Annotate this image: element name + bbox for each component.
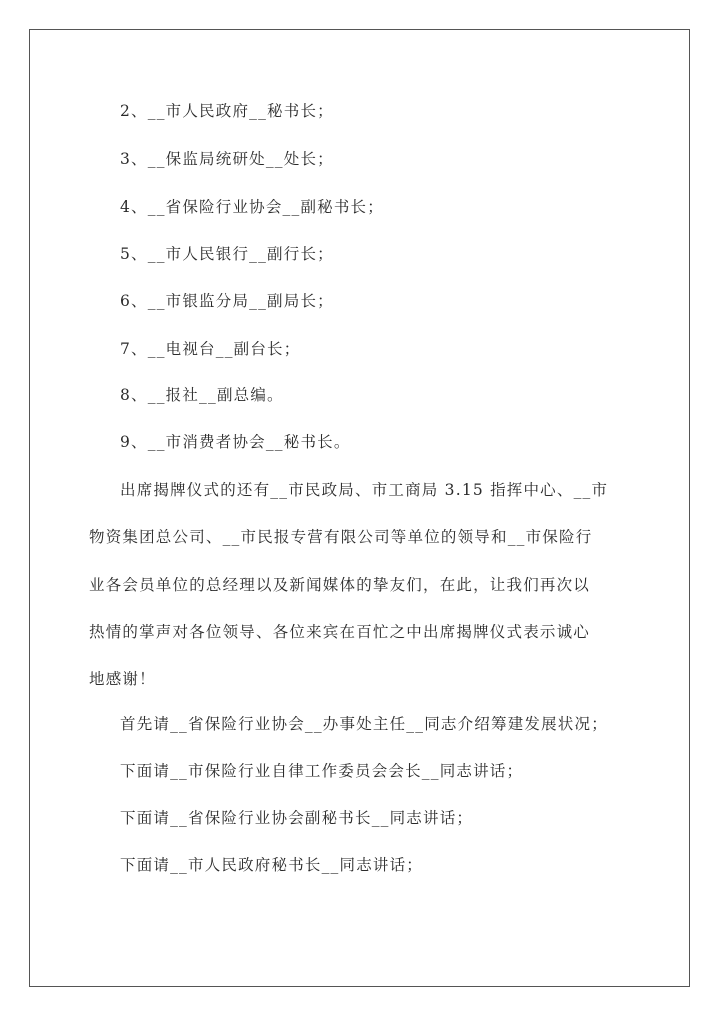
paragraph-line: 出席揭牌仪式的还有__市民政局、市工商局 3.15 指挥中心、__市 xyxy=(120,481,609,499)
list-item: 6、__市银监分局__副局长； xyxy=(120,292,334,310)
list-item: 3、__保监局统研处__处长； xyxy=(120,150,334,168)
list-item: 5、__市人民银行__副行长； xyxy=(120,245,334,263)
list-item: 2、__市人民政府__秘书长； xyxy=(120,102,334,120)
speech-item: 下面请__省保险行业协会副秘书长__同志讲话； xyxy=(120,809,474,827)
paragraph-line: 业各会员单位的总经理以及新闻媒体的挚友们，在此，让我们再次以 xyxy=(89,576,591,594)
paragraph-line: 地感谢！ xyxy=(89,670,156,688)
list-item: 8、__报社__副总编。 xyxy=(120,386,284,404)
list-item: 4、__省保险行业协会__副秘书长； xyxy=(120,198,384,216)
list-item: 9、__市消费者协会__秘书长。 xyxy=(120,433,351,451)
list-item: 7、__电视台__副台长； xyxy=(120,340,301,358)
paragraph-line: 物资集团总公司、__市民报专营有限公司等单位的领导和__市保险行 xyxy=(89,528,593,546)
paragraph-line: 热情的掌声对各位领导、各位来宾在百忙之中出席揭牌仪式表示诚心 xyxy=(89,623,591,641)
speech-item: 下面请__市人民政府秘书长__同志讲话； xyxy=(120,856,424,874)
page-frame xyxy=(29,29,690,987)
speech-item: 首先请__省保险行业协会__办事处主任__同志介绍筹建发展状况； xyxy=(120,715,608,733)
speech-item: 下面请__市保险行业自律工作委员会会长__同志讲话； xyxy=(120,762,524,780)
